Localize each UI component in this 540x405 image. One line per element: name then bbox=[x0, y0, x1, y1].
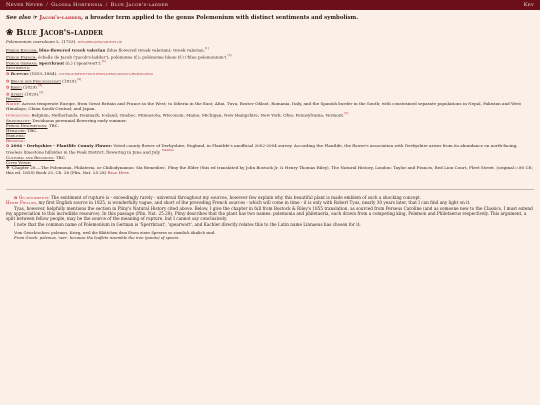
flower-icon: ❀ bbox=[6, 28, 14, 38]
cited-verse-heading: Cited Verse: bbox=[6, 159, 32, 165]
blockquote bbox=[14, 231, 534, 241]
bullet-icon: ✿ bbox=[6, 70, 10, 76]
sentiment-item: ✿ Streit (1829).[4] bbox=[6, 89, 44, 96]
footnote-ref[interactable]: [1] bbox=[204, 46, 209, 51]
cultural-religious: Cultural and Religious: TBC. bbox=[6, 154, 67, 160]
region-heading: Region: bbox=[6, 96, 22, 101]
note-paragraph: I note that the common name of Polemonium in German is 'Sperrkraut', 'spearwort', and Kachler directly relates this to the Latin name Linnaeus has chosen for it: bbox=[14, 221, 361, 227]
sentiments-heading: Sentiments: bbox=[6, 65, 31, 71]
bullet-icon: ✿ bbox=[6, 143, 10, 149]
regional-item: ✿ 2004 - Derbyshire - Plantlife County Flower: Voted county flower of Derbyshire, England, in Plantlife's unofficial 2002-2004 survey. According the Plantlife, the flower's association with Derbyshire arises from its abundance on north-facing, treeless limestone hillsides in the Peak District, flowering in June and July. $^{Plantlife}$ bbox=[6, 143, 518, 155]
henry-phillips-link[interactable]: Henry Phillips bbox=[6, 200, 36, 206]
regional-heading: Regional: bbox=[6, 138, 26, 144]
seasonality: Seasonality: Deciduous perennial flowering early summer. bbox=[6, 117, 127, 123]
period-german: Period German: Sperrkraut (n.) ('spearwort').[3] bbox=[6, 59, 106, 66]
scientific-name: Polemonium caeruleum L. (1753). WFO/RBG/IPNI/GBIF/FLOP bbox=[6, 39, 122, 44]
bullet-icon: ✿ bbox=[6, 78, 10, 83]
see-also-note bbox=[6, 15, 534, 22]
page-title bbox=[6, 28, 534, 38]
top-navigation-bar bbox=[0, 0, 540, 10]
bullet-icon: ✿ bbox=[6, 90, 10, 96]
period-english: Period English: blue-flowered Greek valerian (blue flowered Greek valerian); Greek valerian.[1] bbox=[6, 46, 209, 53]
note-paragraph: Henry Phillips, my first English source in 1825, is wonderfully vague, and short of the preceding French sources - which will come in time - it is only with Robert Tyas, nearly 30 years later, that I can find any light on it. bbox=[6, 200, 471, 206]
footnote-ref[interactable]: [3] bbox=[101, 59, 106, 63]
notes-section bbox=[6, 195, 534, 240]
jacobs-ladder-link[interactable]: Jacob's-ladder bbox=[39, 15, 82, 21]
note-paragraph: Tyas, however, helpfully mentions the section in Pliny's Natural History cited above. Below, I give the chapter in full from Bostock & Riley's 1855 translation, as sourced from Perseus Caroline (and as someone new to the Classics, I must extend my appreciation to this incredible resource). In this passage (Plin. Nat. 25.28), Pliny describes that the plant has two names: polemonia and philetaeria, each drawn from a competing king, Polemon and Philetaerus respectively. This argument, a split between fellow people, may be the source of the meaning of rupture, but I cannot say conclusively. bbox=[6, 205, 533, 222]
breadcrumb-blue-jacobs-ladder[interactable]: Blue Jacob's-ladder bbox=[110, 2, 169, 8]
see-also-label: See also bbox=[6, 15, 31, 21]
plantlife-ref[interactable]: Plantlife bbox=[162, 148, 174, 153]
breadcrumb: Never Never / Glossa Hortensia / Blue Jacob's-ladder bbox=[6, 2, 169, 8]
bullet-icon: ✿ bbox=[6, 84, 10, 90]
key-link[interactable]: Key bbox=[523, 2, 534, 8]
sentiment-item: ✿ Krieg (1829).[4] bbox=[6, 83, 43, 90]
pointing-hand-icon: ☞ bbox=[32, 15, 38, 21]
flower-icon: ✿ bbox=[14, 195, 18, 201]
see-also-text: , a broader term applied to the genus Polemonium with distinct sentiments and symbolism. bbox=[81, 15, 359, 21]
sentiment-item: ✿ Rupture (1819–1884). CLT/WLP/MFH/TYS/INTRON/DEM/GND/GYL/RDR/PG/EDG bbox=[6, 70, 154, 76]
source-links[interactable]: CLT/WLP/MFH/TYS/INTRON/DEM/GND/GYL/RDR/PG/EDG bbox=[58, 71, 154, 76]
sentiment-item: ✿ Bruch der Freundschaft (1829).[4] bbox=[6, 76, 82, 83]
heraldry: Heraldry: TBC. bbox=[6, 127, 38, 133]
footnote-ref[interactable]: [2] bbox=[227, 52, 232, 57]
period-french: Period French: échelle de Jacob ('Jacob's-ladder'); polémoine (f.); polémoine bleue (f.) ('blue polemonium').[2] bbox=[6, 52, 232, 59]
region-native: Native: Across temperate Europe, from Great Britain and France in the West; to Siberia in the East; Altai, Tuva, Rostov Oblast, Romania, Italy, and the Spanish border in the South; with constrained separate populations in Nepal, Pakistan and West Himalaya; China South-Central; and Japan. bbox=[6, 101, 522, 112]
emblems-heading: Emblems: bbox=[6, 133, 25, 139]
cited-verse: ❖ 'Chapter 28.—The Polemonia, Philateria, or Chiliodynamus: Six Remedies', Pliny the Elder (this ed translated by John Bostock Jr. & Henry Thomas Riley), The Natural History, London: Taylor and Francis, Red Lion Court, Fleet Street. (original c.80 CE; this ed. 1855) Book 25, Ch. 28 (Plin. Nat. 25.28) Read Here. bbox=[6, 164, 533, 176]
read-here-link[interactable]: Read Here. bbox=[107, 170, 131, 176]
period-descriptions: Period Descriptions: TBC. bbox=[6, 122, 59, 128]
region-introduced: Introduced: Belgium; Netherlands; Denmark; Iceland; Quebec; Minnesota; Wisconsin; Maine; Michigan; New Hampshire; New York; Ohio; Pennsylvania; Vermont.[5] bbox=[6, 111, 349, 118]
quote-german: Vom Griechischen: polemos, Krieg, weil die Blättchen dem Eisen eines Speeres so ziemlich ähnlich sind. bbox=[14, 229, 216, 235]
breadcrumb-glossa-hortensia[interactable]: Glossa Hortensia bbox=[51, 2, 103, 8]
quote-english: From Greek: polemos, 'war', because the leaflets resemble the iron (points) of spears. bbox=[14, 234, 180, 240]
note-paragraph: ✿ On sentiments: The sentiment of rupture is - exceedingly rarely - universal throughout my sources, however few explain why this beautiful plant is made emblem of such a shocking concept. bbox=[14, 195, 422, 201]
divider bbox=[6, 189, 534, 190]
entry-title: Blue Jacob's-ladder bbox=[16, 28, 103, 38]
taxonomy-links[interactable]: WFO/RBG/IPNI/GBIF/FLOP bbox=[77, 40, 122, 44]
bullet-icon: ❖ bbox=[6, 164, 10, 170]
breadcrumb-never-never[interactable]: Never Never bbox=[6, 2, 44, 8]
